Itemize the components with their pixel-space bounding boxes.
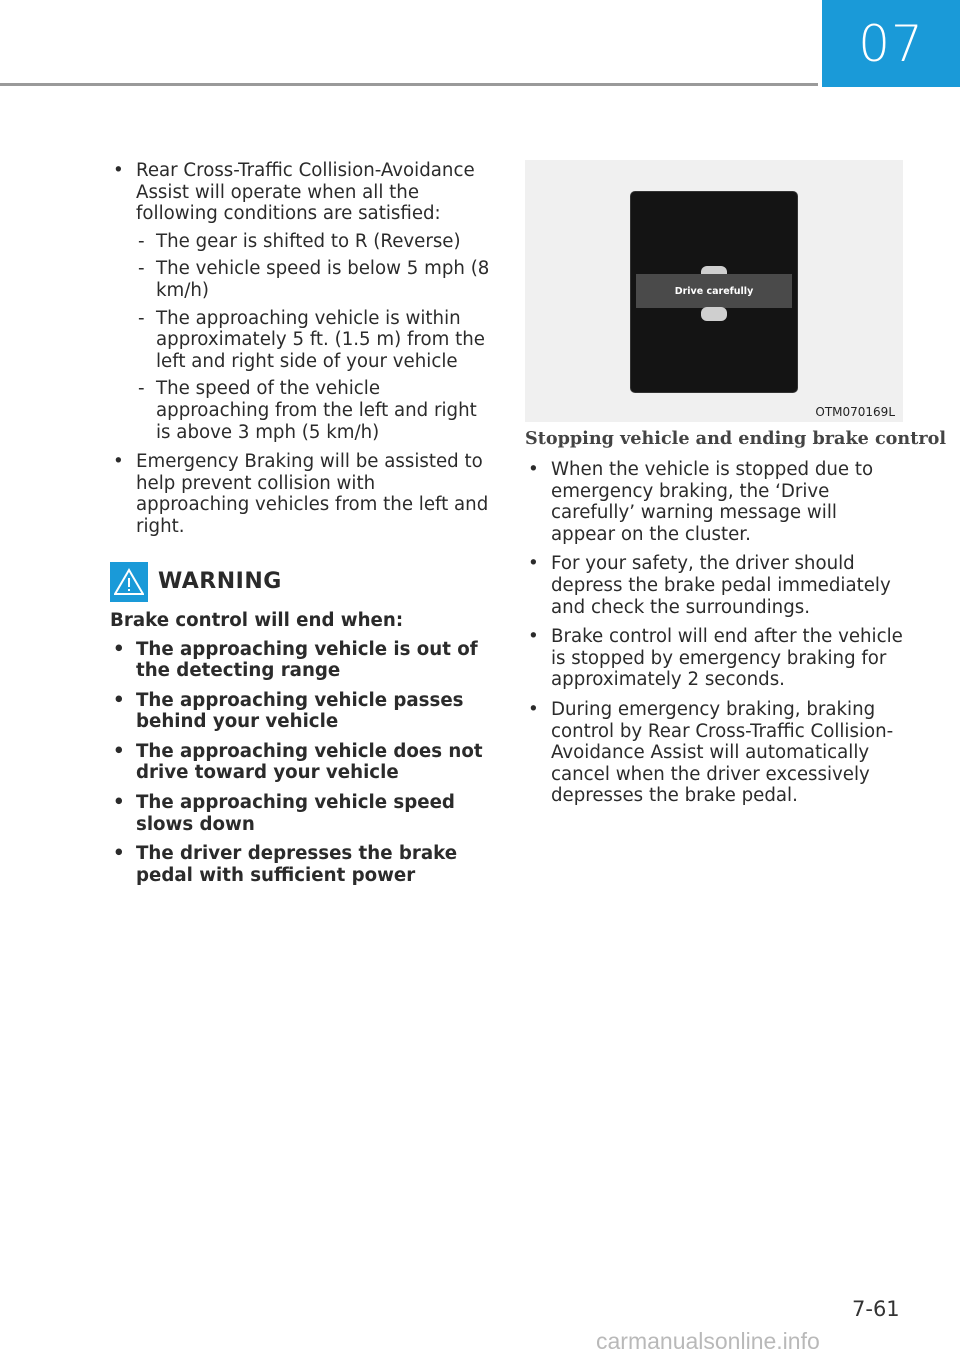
list-item-text: Rear Cross-Traffic Collision-Avoidance Assist will operate when all the following conditions are satisfied: [136, 160, 475, 225]
list-item: • When the vehicle is stopped due to emergency braking, the ‘Drive carefully’ warning message will appear on the cluster. [525, 459, 903, 545]
section-subheading: Stopping vehicle and ending brake control [525, 428, 947, 449]
warning-item: • The driver depresses the brake pedal with sufficient power [110, 843, 490, 886]
warning-item: • The approaching vehicle is out of the detecting range [110, 639, 490, 682]
warning-item: • The approaching vehicle speed slows down [110, 792, 490, 835]
cluster-screen [630, 191, 798, 393]
warning-list [110, 639, 490, 887]
car-icon [701, 307, 727, 321]
list-item: • Brake control will end after the vehicle is stopped by emergency braking for approximately 2 seconds. [525, 626, 903, 691]
left-column [110, 160, 490, 894]
right-column [525, 160, 947, 815]
sub-list-item: - The vehicle speed is below 5 mph (8 km/h) [136, 258, 490, 301]
list-item: • During emergency braking, braking control by Rear Cross-Traffic Collision-Avoidance Assist will automatically cancel when the driver excessively depresses the brake pedal. [525, 699, 903, 807]
warning-intro: Brake control will end when: [110, 609, 404, 631]
sub-list-item: - The approaching vehicle is within approximately 5 ft. (1.5 m) from the left and right side of your vehicle [136, 308, 490, 373]
sub-list-item: - The gear is shifted to R (Reverse) [136, 231, 490, 253]
list-item [110, 160, 490, 443]
list-item-text: Emergency Braking will be assisted to help prevent collision with approaching vehicles from the left and right. [136, 451, 489, 537]
list-item: • For your safety, the driver should depress the brake pedal immediately and check the surroundings. [525, 553, 903, 618]
conditions-list [110, 160, 490, 538]
warning-header [110, 562, 490, 602]
list-item [110, 451, 490, 537]
sub-list-item: - The speed of the vehicle approaching from the left and right is above 3 mph (5 km/h) [136, 378, 490, 443]
header-rule [0, 83, 818, 86]
sub-conditions-list [136, 231, 490, 443]
page-number: 7-61 [852, 1297, 900, 1321]
warning-item: • The approaching vehicle passes behind your vehicle [110, 690, 490, 733]
cluster-message: Drive carefully [636, 274, 792, 308]
cluster-figure [525, 160, 903, 422]
watermark: carmanualsonline.info [596, 1328, 820, 1354]
warning-item: • The approaching vehicle does not drive toward your vehicle [110, 741, 490, 784]
warning-title: WARNING [158, 569, 282, 594]
warning-triangle-icon [110, 562, 148, 602]
brake-control-list [525, 459, 903, 807]
figure-code: OTM070169L [815, 405, 895, 419]
chapter-number: 07 [858, 14, 924, 73]
chapter-tab [822, 0, 960, 87]
